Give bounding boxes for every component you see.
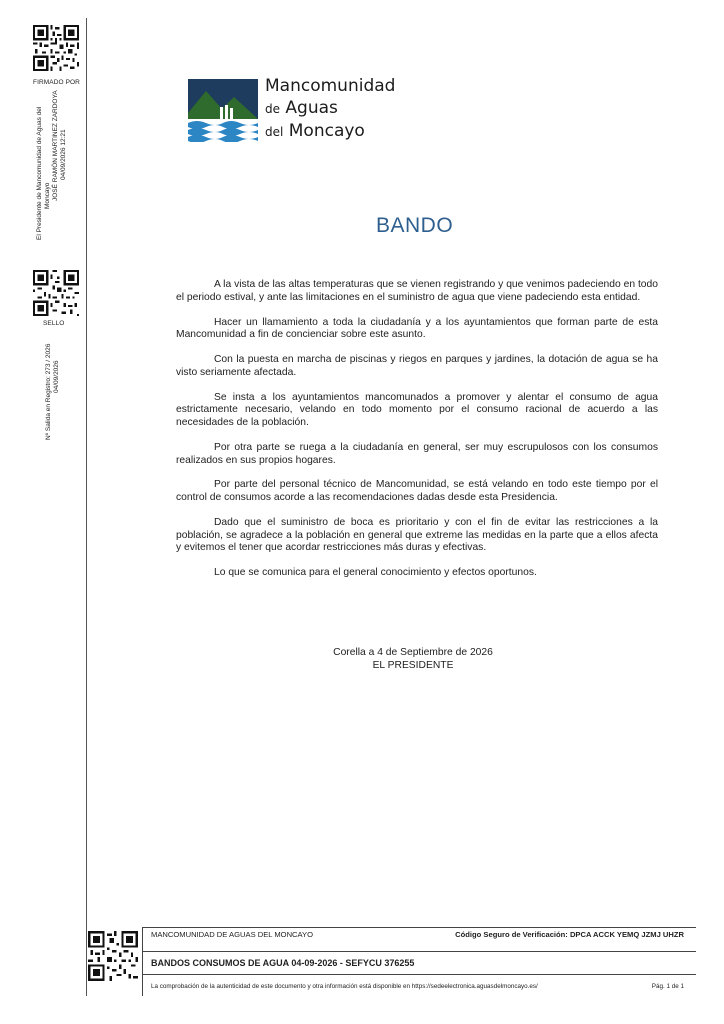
logo-wordmark [265,75,395,143]
logo-line-3-prefix: del [265,125,284,139]
registry-date: 04/09/2026 [53,360,60,393]
organization-logo [188,75,428,150]
signature-block [300,647,526,672]
seal-qr-code [33,270,79,316]
document-body [176,279,658,592]
logo-line-2-word: Aguas [285,98,338,118]
logo-line-1: Mancomunidad [265,76,396,96]
verification-code: Código Seguro de Verificación: DPCA ACCK YEMQ JZMJ UHZR [455,930,684,939]
footer-rule [142,974,696,975]
logo-line-3-word: Moncayo [288,121,365,141]
signer-name: JOSÉ RAMÓN MARTINEZ ZARDOYA [52,90,59,201]
footer-rule [142,951,696,952]
page-number: Pág. 1 de 1 [651,983,684,990]
footer-rule-vertical [142,927,143,996]
sello-label: SELLO [43,320,65,327]
paragraph: A la vista de las altas temperaturas que se vienen registrando y que venimos padeciendo en todo el periodo estival, y ante las limitaciones en el suministro de agua que viene padeciendo esta entidad. [176,279,658,303]
paragraph: Dado que el suministro de boca es prioritario y con el fin de evitar las restricciones a la población, se agradece a la población en general que extreme las medidas en la parte que a ellos afecta y evitemos el tener que acordar restricciones más duras y efectivas. [176,517,658,554]
paragraph: Lo que se comunica para el general conocimiento y efectos oportunos. [214,567,537,579]
qr-code-icon [88,931,138,981]
signatory: EL PRESIDENTE [372,659,454,671]
signature-qr-code [33,25,79,71]
paragraph: Con la puesta en marcha de piscinas y riegos en parques y jardines, la dotación de agua se ha visto seriamente afectada. [176,354,658,378]
signer-place: Moncayo [44,182,51,209]
footer-organization: MANCOMUNIDAD DE AGUAS DEL MONCAYO [151,930,314,939]
footer-qr-code [88,931,138,981]
margin-divider [86,18,87,996]
footer-rule [142,927,696,928]
logo-line-3 [265,120,395,143]
logo-line-2-prefix: de [265,102,280,116]
paragraph: Por parte del personal técnico de Mancomunidad, se está velando en todo este tiempo por el control de consumos acorde a las recomendaciones dadas desde esta Presidencia. [176,479,658,504]
firmado-label: FIRMADO POR [33,79,80,86]
signer-role: El Presidente de Mancomunidad de Aguas del [36,106,43,240]
footer-document-title: BANDOS CONSUMOS DE AGUA 04-09-2026 - SEFYCU 376255 [151,958,415,968]
registry-number: Nº Salida en Registro: 273 / 2026 [45,343,52,440]
paragraph: Hacer un llamamiento a toda la ciudadanía y a los ayuntamientos que forman parte de esta Mancomunidad a fin de concienciar sobre este asunto. [176,316,658,341]
qr-code-icon [33,270,79,316]
logo-line-2 [265,97,395,120]
signed-at: 04/09/2026 12:21 [60,129,67,180]
paragraph: Por otra parte se ruega a la ciudadanía en general, ser muy escrupulosos con los consumos realizados en sus propios hogares. [176,441,658,466]
mountains-water-logo-icon [188,79,258,142]
qr-code-icon [33,25,79,71]
paragraph: Se insta a los ayuntamientos mancomunados a promover y alentar el consumo de agua estrictamente necesario, velando en todo momento por el consumo racional de acuerdo a las necesidades de la población. [176,391,658,428]
place-date: Corella a 4 de Septiembre de 2026 [333,647,493,658]
document-title: BANDO [376,214,454,237]
authenticity-note: La comprobación de la autenticidad de este documento y otra información está disponible en https://sedeelectronica.aguasdelmoncayo.es/ [151,983,538,990]
